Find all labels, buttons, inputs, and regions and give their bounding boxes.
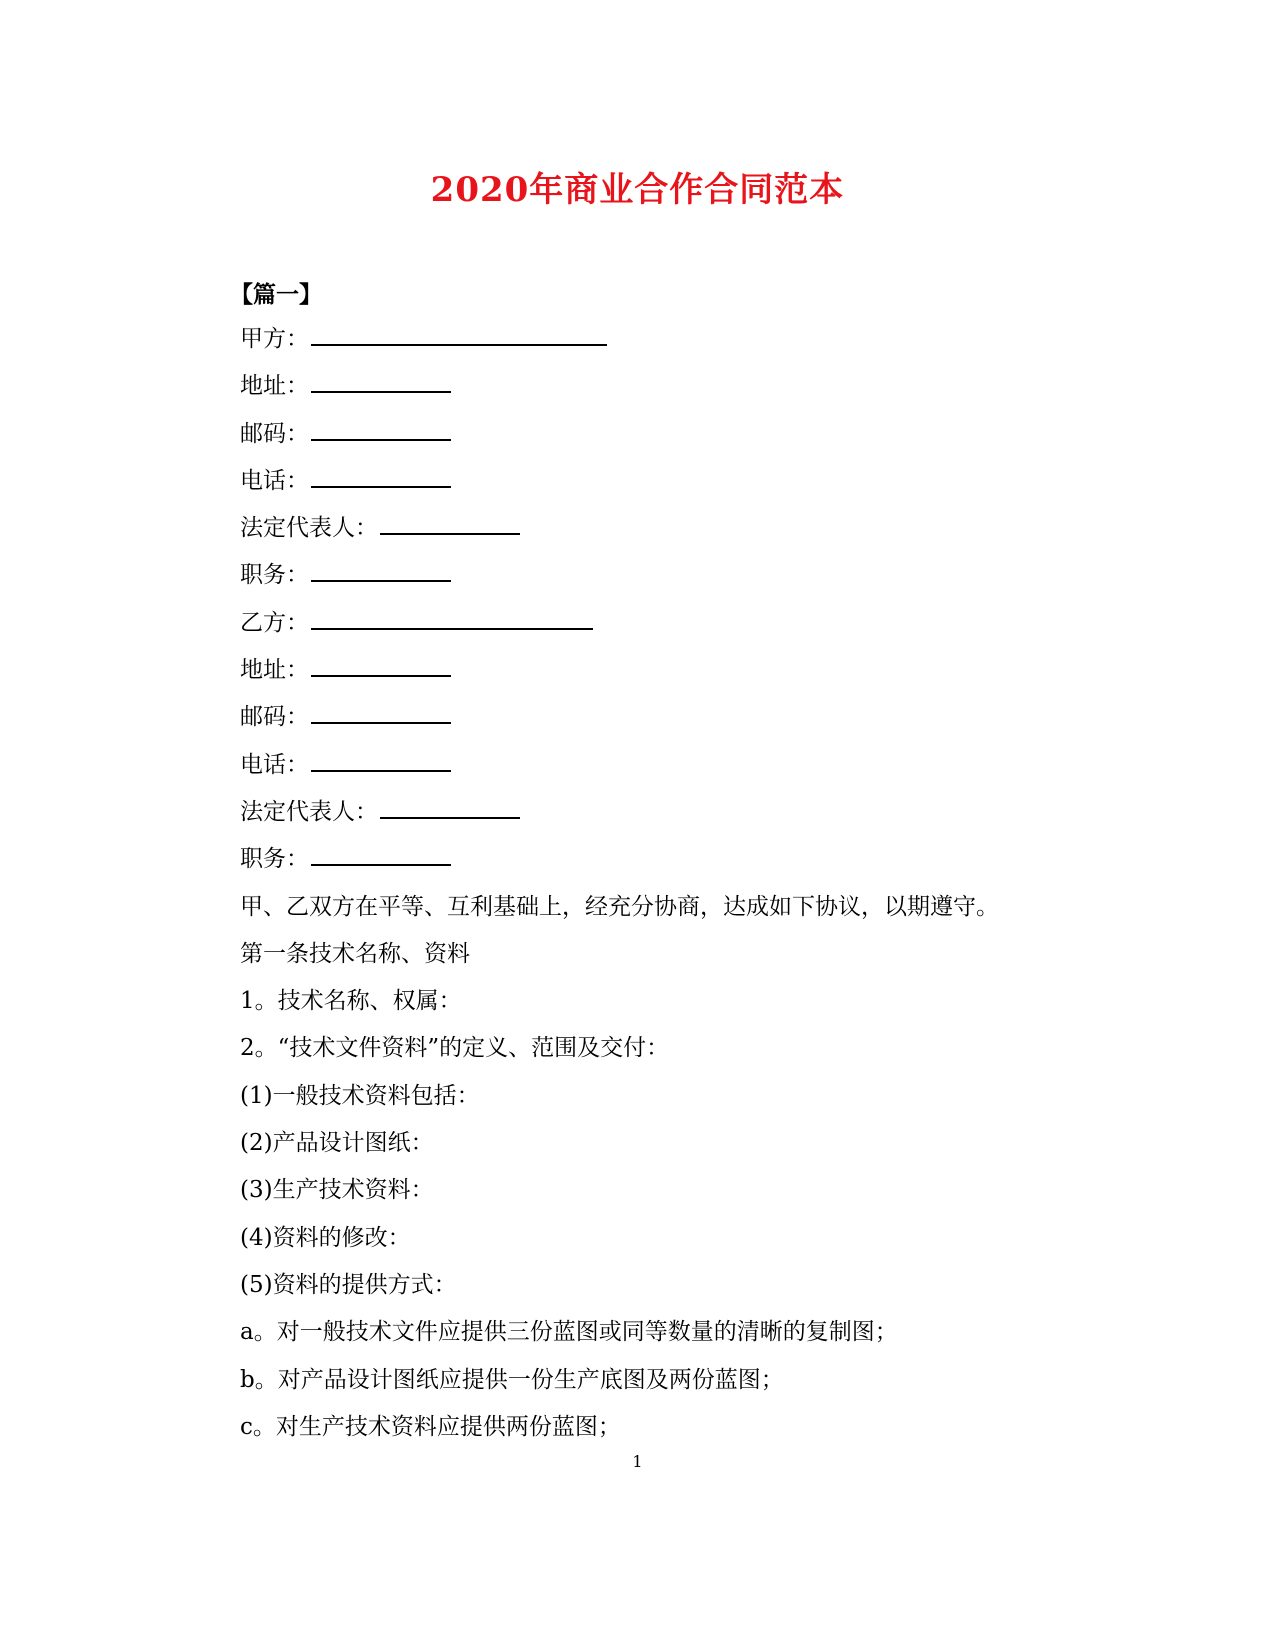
party-a-phone-label: 电话： xyxy=(240,467,309,494)
list-item: (1)一般技术资料包括： xyxy=(240,1082,480,1109)
list-item: (3)生产技术资料： xyxy=(240,1177,434,1204)
party-b-position-line xyxy=(240,844,1140,891)
party-b-name-label: 乙方： xyxy=(240,609,309,636)
party-a-postcode-blank xyxy=(311,419,451,441)
party-b-name-line xyxy=(240,608,1140,655)
party-b-position-label: 职务： xyxy=(240,846,309,873)
party-b-position-blank xyxy=(311,844,451,866)
party-b-address-blank xyxy=(311,655,451,677)
party-a-postcode-line xyxy=(240,419,1140,466)
party-a-position-line xyxy=(240,560,1140,607)
party-a-postcode-label: 邮码： xyxy=(240,420,309,447)
party-a-name-line xyxy=(240,324,1140,371)
party-b-phone-label: 电话： xyxy=(240,751,309,778)
article-1-heading: 第一条技术名称、资料 xyxy=(240,940,470,967)
party-b-name-blank xyxy=(311,608,593,630)
document-body xyxy=(240,324,1140,1459)
list-item: b。对产品设计图纸应提供一份生产底图及两份蓝图； xyxy=(240,1366,784,1393)
list-item: (5)资料的提供方式： xyxy=(240,1271,457,1298)
party-b-address-line xyxy=(240,655,1140,702)
party-a-position-blank xyxy=(311,560,451,582)
list-item: (2)产品设计图纸： xyxy=(240,1130,434,1157)
party-a-legal-rep-line xyxy=(240,513,1140,560)
party-b-address-label: 地址： xyxy=(240,657,309,684)
party-b-postcode-label: 邮码： xyxy=(240,704,309,731)
party-b-postcode-line xyxy=(240,702,1140,749)
party-b-legal-rep-label: 法定代表人： xyxy=(240,798,378,825)
party-a-phone-blank xyxy=(311,466,451,488)
party-a-name-blank xyxy=(311,324,607,346)
party-a-name-label: 甲方： xyxy=(240,326,309,352)
preamble-paragraph: 甲、乙双方在平等、互利基础上，经充分协商，达成如下协议，以期遵守。 xyxy=(240,893,999,920)
party-a-phone-line xyxy=(240,466,1140,513)
document-title: 2020年商业合作合同范本 xyxy=(430,170,845,210)
party-b-legal-rep-blank xyxy=(380,797,520,819)
party-b-legal-rep-line xyxy=(240,797,1140,844)
list-item: c。对生产技术资料应提供两份蓝图； xyxy=(240,1413,621,1440)
list-item: a。对一般技术文件应提供三份蓝图或同等数量的清晰的复制图； xyxy=(240,1319,898,1346)
party-a-address-line xyxy=(240,371,1140,418)
party-a-address-label: 地址： xyxy=(240,373,309,400)
party-a-legal-rep-blank xyxy=(380,513,520,535)
list-item: (4)资料的修改： xyxy=(240,1224,411,1251)
party-a-legal-rep-label: 法定代表人： xyxy=(240,515,378,542)
party-b-postcode-blank xyxy=(311,702,451,724)
page-number: 1 xyxy=(632,1452,643,1471)
section-heading: 【篇一】 xyxy=(230,281,322,308)
party-b-phone-line xyxy=(240,750,1140,797)
list-item: 2。“技术文件资料”的定义、范围及交付： xyxy=(240,1035,670,1062)
party-a-address-blank xyxy=(311,371,451,393)
party-b-phone-blank xyxy=(311,750,451,772)
list-item: 1。技术名称、权属： xyxy=(240,988,462,1015)
party-a-position-label: 职务： xyxy=(240,562,309,589)
